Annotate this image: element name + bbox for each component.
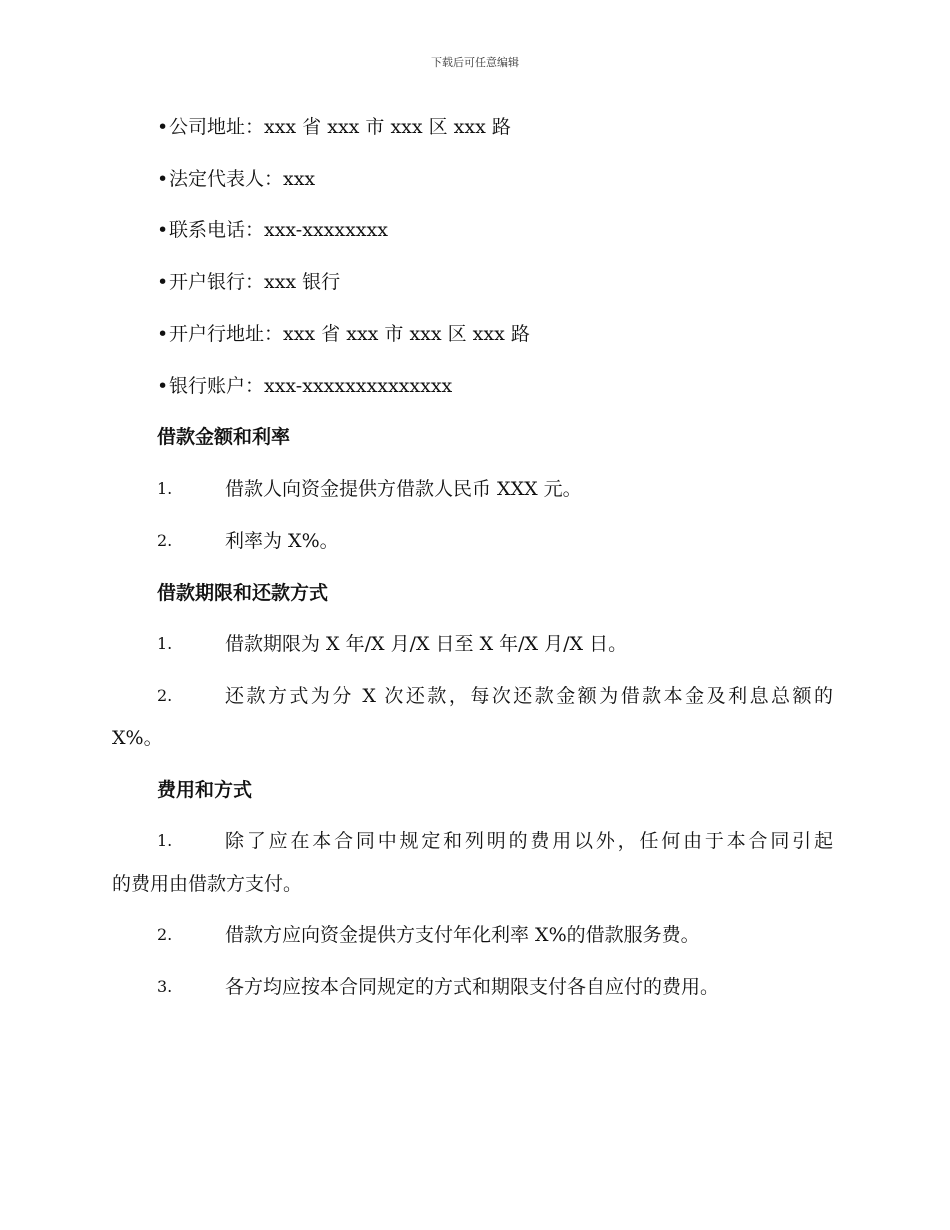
list-item	[0, 166, 950, 192]
list-item-text: 开户银行：xxx 银行	[169, 271, 341, 293]
list-item-text: 公司地址：xxx 省 xxx 市 xxx 区 xxx 路	[169, 116, 511, 138]
bullet-icon: •	[157, 375, 169, 397]
list-item	[0, 114, 950, 140]
list-item-text: 联系电话：xxx-xxxxxxxx	[169, 219, 388, 241]
clause-number: 3.	[157, 977, 173, 996]
list-item	[0, 269, 950, 295]
bullet-icon: •	[157, 168, 169, 190]
list-item	[0, 217, 950, 243]
bullet-icon: •	[157, 219, 169, 241]
page-header: 下载后可任意编辑	[431, 56, 519, 69]
list-item	[0, 373, 950, 399]
clause-text: 还款方式为分 X 次还款，每次还款金额为借款本金及利息总额的	[225, 685, 833, 707]
list-item-text: 银行账户：xxx-xxxxxxxxxxxxxx	[169, 375, 453, 397]
section-heading-fees: 费用和方式	[157, 779, 253, 801]
clause-number: 1.	[157, 634, 173, 653]
bullet-icon: •	[157, 271, 169, 293]
clause-number: 1.	[157, 479, 173, 498]
clause-number: 2.	[157, 925, 173, 944]
clause-text: 各方均应按本合同规定的方式和期限支付各自应付的费用。	[225, 976, 720, 998]
list-item	[0, 321, 950, 347]
clause-number: 1.	[157, 831, 173, 850]
clause-text: 利率为 X%。	[225, 530, 339, 552]
clause-continuation: X%。	[112, 727, 163, 749]
bullet-icon: •	[157, 323, 169, 345]
clause-text: 除了应在本合同中规定和列明的费用以外，任何由于本合同引起	[225, 830, 833, 852]
clause-text: 借款人向资金提供方借款人民币 XXX 元。	[225, 478, 582, 500]
clause-number: 2.	[157, 531, 173, 550]
clause-continuation: 的费用由借款方支付。	[112, 873, 303, 895]
clause-text: 借款期限为 X 年/X 月/X 日至 X 年/X 月/X 日。	[225, 633, 628, 655]
clause-number: 2.	[157, 686, 173, 705]
list-item-text: 开户行地址：xxx 省 xxx 市 xxx 区 xxx 路	[169, 323, 530, 345]
bullet-icon: •	[157, 116, 169, 138]
section-heading-term: 借款期限和还款方式	[157, 582, 329, 604]
clause-text: 借款方应向资金提供方支付年化利率 X%的借款服务费。	[225, 924, 700, 946]
section-heading-amount: 借款金额和利率	[157, 426, 291, 448]
list-item-text: 法定代表人：xxx	[169, 168, 316, 190]
